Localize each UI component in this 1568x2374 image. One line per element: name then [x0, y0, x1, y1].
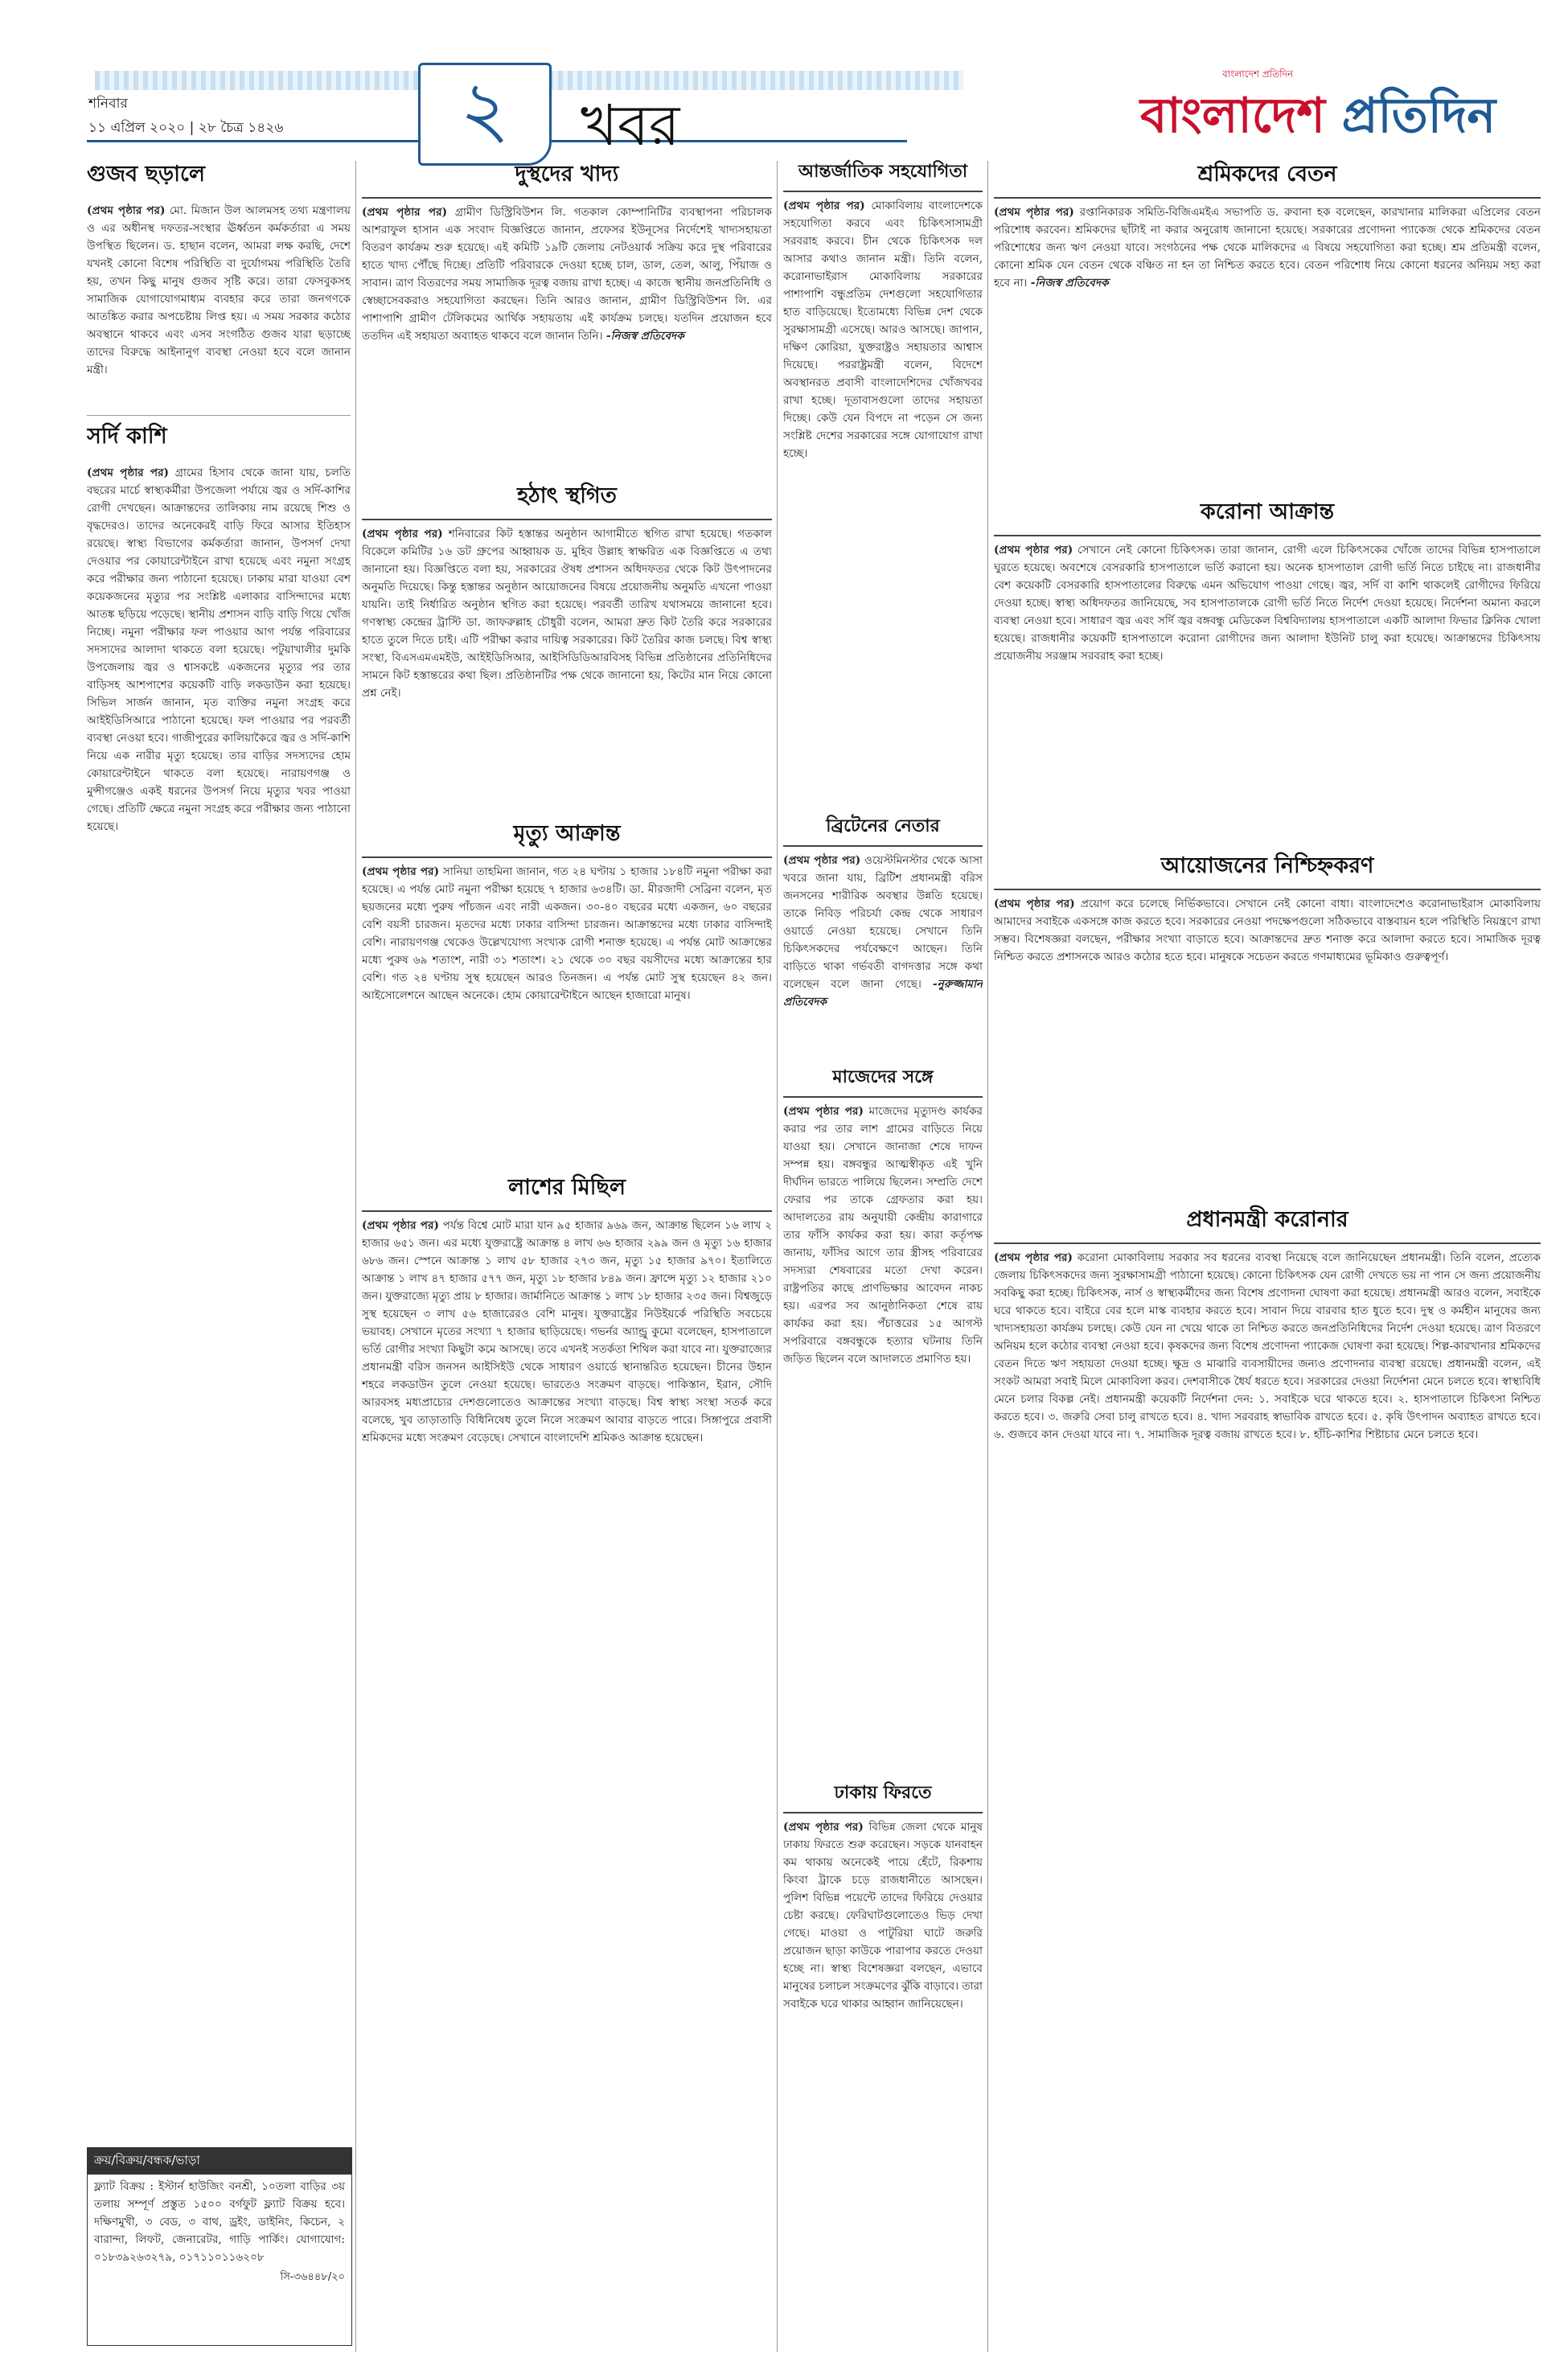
brand-tagline: বাংলাদেশ প্রতিদিন	[1222, 68, 1294, 80]
brand-name-part-1: বাংলাদেশ	[1140, 88, 1325, 144]
story-headline: গুজব ছড়ালে	[87, 162, 205, 187]
story-headline: ঢাকায় ফিরতে	[783, 1779, 983, 1813]
story-headline: মাজেদের সঙ্গে	[783, 1063, 983, 1098]
story-gujob	[87, 158, 351, 413]
story-byline: -নিজস্ব প্রতিবেদক	[1030, 277, 1109, 290]
story-shordi	[87, 420, 351, 2141]
story-text: মো. মিজান উল আলমসহ তথ্য মন্ত্রণালয় ও এর অধীনস্থ দফতর-সংস্থার ঊর্ধ্বতন কর্মকর্তারা এ সময় উপস্থিত ছিলেন। ড. হাছান বলেন, আমরা লক্ষ করছি, দেশে যখনই কোনো বিশেষ পরিস্থিতি বা দুর্যোগময় পরিস্থিতি তৈরি হয়, তখন কিছু মানুষ গুজব সৃষ্টি করে। তারা ফেসবুকসহ সামাজিক যোগাযোগমাধ্যম ব্যবহার করে তারা জনগণকে আতঙ্কিত করার অপচেষ্টায় লিপ্ত হয়। এ সময় সরকার কঠোর অবস্থানে থাকবে এবং এসব সংগঠিত গুজব যারা ছড়াচ্ছে তাদের বিরুদ্ধে আইনানুগ ব্যবস্থা নেওয়া হবে বলে জানান মন্ত্রী।	[87, 204, 351, 376]
story-lead: (প্রথম পৃষ্ঠার পর)	[362, 865, 440, 878]
column-divider	[777, 161, 778, 2352]
story-body	[783, 197, 983, 462]
story-lead: (প্রথম পৃষ্ঠার পর)	[362, 528, 443, 540]
story-body	[994, 895, 1541, 966]
story-headline: মৃত্যু আক্রান্ত	[362, 817, 772, 858]
story-text: মাজেদের মৃত্যুদণ্ড কার্যকর করার পর তার লাশ গ্রামের বাড়িতে নিয়ে যাওয়া হয়। সেখানে জানাজা শেষে দাফন সম্পন্ন হয়। বঙ্গবন্ধুর আত্মস্বীকৃত এই খুনি দীর্ঘদিন ভারতে পালিয়ে ছিলেন। সম্প্রতি দেশে ফেরার পর তাকে গ্রেফতার করা হয়। আদালতের রায় অনুযায়ী কেন্দ্রীয় কারাগারে তার ফাঁসি কার্যকর করা হয়। কারা কর্তৃপক্ষ জানায়, ফাঁসির আগে তার স্ত্রীসহ পরিবারের সদস্যরা শেষবারের মতো দেখা করেন। রাষ্ট্রপতির কাছে প্রাণভিক্ষার আবেদন নাকচ হয়। এরপর সব আনুষ্ঠানিকতা শেষে রায় কার্যকর করা হয়। পঁচাত্তরের ১৫ আগস্ট সপরিবারে বঙ্গবন্ধুকে হত্যার ঘটনায় তিনি জড়িত ছিলেন বলে আদালতে প্রমাণিত হয়।	[783, 1105, 983, 1366]
brand-name-part-2: প্রতিদিন	[1324, 88, 1496, 144]
story-body	[362, 203, 772, 345]
story-text: ওয়েস্টমিনস্টার থেকে আসা খবরে জানা যায়, ব্রিটিশ প্রধানমন্ত্রী বরিস জনসনের শারীরিক অবস্থার উন্নতি হয়েছে। তাকে নিবিড় পরিচর্যা কেন্দ্র থেকে সাধারণ ওয়ার্ডে নেওয়া হয়েছে। সেখানে তিনি চিকিৎসকদের পর্যবেক্ষণে আছেন। তিনি বাড়িতে থাকা গর্ভবতী বাগদত্তার সঙ্গে কথা বলেছেন বলে জানা গেছে।	[783, 854, 983, 991]
story-headline: করোনা আক্রান্ত	[994, 495, 1541, 536]
story-text: গ্রামীণ ডিস্ট্রিবিউশন লি. গতকাল কোম্পানিটির ব্যবস্থাপনা পরিচালক আশরাফুল হাসান এক সংবাদ বিজ্ঞপ্তিতে জানান, প্রফেসর ইউনূসের নির্দেশেই খাদ্যসহায়তা বিতরণ কার্যক্রম শুরু হয়েছে। এই কমিটি ১৯টি জেলায় নেটওয়ার্ক সক্রিয় করে দুস্থ পরিবারের হাতে খাদ্য পৌঁছে দিচ্ছে। প্রতিটি পরিবারকে দেওয়া হচ্ছে চাল, ডাল, তেল, আলু, পিঁয়াজ ও সাবান। ত্রাণ বিতরণের সময় সামাজিক দূরত্ব বজায় রাখা হচ্ছে। এ কাজে স্থানীয় জনপ্রতিনিধি ও স্বেচ্ছাসেবকরাও সহযোগিতা করছেন। তিনি আরও জানান, গ্রামীণ ডিস্ট্রিবিউশন লি. এর পাশাপাশি গ্রামীণ টেলিকমের আর্থিক সহায়তায় এই কার্যক্রম চলছে। যতদিন প্রয়োজন হবে ততদিন এই সহায়তা অব্যাহত থাকবে বলে জানান তিনি।	[362, 206, 772, 343]
story-headline: ব্রিটেনের নেতার	[783, 812, 983, 847]
story-separator	[87, 415, 351, 416]
story-lead: (প্রথম পৃষ্ঠার পর)	[994, 206, 1074, 219]
story-text: রপ্তানিকারক সমিতি-বিজিএমইএ সভাপতি ড. রুবানা হক বলেছেন, কারখানার মালিকরা এপ্রিলের বেতন পরিশোধ করবেন। শ্রমিকদের ছাঁটাই না করার অনুরোধ জানানো হয়েছে। সরকারের প্রণোদনা প্যাকেজ থেকে শ্রমিকদের বেতন পরিশোধের জন্য ঋণ নেওয়া যাবে। সংগঠনের পক্ষ থেকে মালিকদের এ বিষয়ে সহযোগিতা করা হচ্ছে। শ্রম প্রতিমন্ত্রী বলেন, কোনো শ্রমিক যেন বেতন থেকে বঞ্চিত না হন তা নিশ্চিত করতে হবে। বেতন পরিশোধ নিয়ে কোনো ধরনের অনিয়ম সহ্য করা হবে না।	[994, 206, 1541, 290]
story-briten	[783, 812, 983, 1054]
classified-code: সি-৩৬৪৪৮/২০	[280, 2271, 345, 2283]
story-byline: -নুরুজ্জামান প্রতিবেদক	[783, 978, 983, 1008]
story-lead: (প্রথম পৃষ্ঠার পর)	[783, 1821, 864, 1834]
story-body	[994, 1249, 1541, 1444]
classified-heading: ক্রয়/বিক্রয়/বন্ধক/ভাড়া	[88, 2148, 351, 2175]
story-body	[783, 1103, 983, 1368]
story-text: সেখানে নেই কোনো চিকিৎসক। তারা জানান, রোগী এলে চিকিৎসকের খোঁজে তাদের বিভিন্ন হাসপাতালে ঘুরতে হয়েছে। অবশেষে বেসরকারি হাসপাতালে ভর্তি করানো হয়। অনেক হাসপাতাল রোগী ভর্তি নিতে চাইছে না। রাজধানীর বেশ কয়েকটি বেসরকারি হাসপাতালের বিরুদ্ধে এমন অভিযোগ পাওয়া গেছে। জ্বর, সর্দি বা কাশি থাকলেই রোগীদের ফিরিয়ে দেওয়া হচ্ছে। স্বাস্থ্য অধিদফতর জানিয়েছে, সব হাসপাতালকে রোগী ভর্তি নিতে নির্দেশ দেওয়া হয়েছে। নির্দেশনা অমান্য করলে ব্যবস্থা নেওয়া হবে। সাধারণ জ্বর এবং সর্দি জ্বর বঙ্গবন্ধু মেডিকেল বিশ্ববিদ্যালয় হাসপাতালে একটি আলাদা ফিভার ক্লিনিক খোলা হয়েছে। রাজধানীর কয়েকটি হাসপাতালে করোনা রোগীদের জন্য আলাদা ইউনিট চালু করা হয়েছে। আক্রান্তদের চিকিৎসায় প্রয়োজনীয় সরঞ্জাম সরবরাহ করা হচ্ছে।	[994, 544, 1541, 663]
story-text: শনিবারের কিট হস্তান্তর অনুষ্ঠান আগামীতে স্থগিত রাখা হয়েছে। গতকাল বিকেলে কমিটির ১৬ ডট গ্রুপের আহ্বায়ক ড. মুহিব উল্লাহ স্বাক্ষরিত এক বিজ্ঞপ্তিতে এ তথ্য জানানো হয়। বিজ্ঞপ্তিতে বলা হয়, সরকারের ঔষধ প্রশাসন অধিদফতর থেকে কিট উৎপাদনের অনুমতি দিয়েছে। কিন্তু হস্তান্তর অনুষ্ঠান আয়োজনের বিষয়ে প্রয়োজনীয় অনুমতি এখনো পাওয়া যায়নি। তাই নির্ধারিত অনুষ্ঠান স্থগিত করা হয়েছে। পরবর্তী তারিখ যথাসময়ে জানানো হবে। গণস্বাস্থ্য কেন্দ্রের ট্রাস্টি ডা. জাফরুল্লাহ চৌধুরী বলেন, আমরা দ্রুত কিট তৈরি করে সরকারের হাতে তুলে দিতে চাই। এটি পরীক্ষা করার দায়িত্ব সরকারের। কিট তৈরির কাজ চলছে। বিশ্ব স্বাস্থ্য সংস্থা, বিএসএমএমইউ, আইইডিসিআর, আইসিডিডিআরবিসহ বিভিন্ন প্রতিষ্ঠানের প্রতিনিধিদের সামনে কিট হস্তান্তরের কথা ছিল। প্রতিষ্ঠানটির পক্ষ থেকে জানানো হয়, কিটের মান নিয়ে কোনো প্রশ্ন নেই।	[362, 528, 772, 700]
story-lead: (প্রথম পৃষ্ঠার পর)	[87, 204, 166, 217]
story-headline: সর্দি কাশি	[87, 424, 167, 449]
story-text: করোনা মোকাবিলায় সরকার সব ধরনের ব্যবস্থা নিয়েছে বলে জানিয়েছেন প্রধানমন্ত্রী। তিনি বলেন, প্রত্যেক জেলায় চিকিৎসকদের জন্য সুরক্ষাসামগ্রী পাঠানো হয়েছে। কোনো চিকিৎসক যেন রোগী দেখতে ভয় না পান সে জন্য প্রয়োজনীয় সবকিছু করা হচ্ছে। চিকিৎসক, নার্স ও স্বাস্থ্যকর্মীদের জন্য বিশেষ প্রণোদনা ঘোষণা করা হয়েছে। প্রধানমন্ত্রী আরও বলেন, সবাইকে ঘরে থাকতে হবে। বাইরে বের হলে মাস্ক ব্যবহার করতে হবে। সাবান দিয়ে বারবার হাত ধুতে হবে। দুস্থ ও কর্মহীন মানুষের জন্য খাদ্যসহায়তা কার্যক্রম চলছে। কেউ যেন না খেয়ে থাকে তা নিশ্চিত করতে জনপ্রতিনিধিদের নির্দেশ দেওয়া হয়েছে। ত্রাণ বিতরণে অনিয়ম হলে কঠোর ব্যবস্থা নেওয়া হবে। কৃষকদের জন্য বিশেষ প্রণোদনা প্যাকেজ ঘোষণা করা হয়েছে। শিল্প-কারখানার শ্রমিকদের বেতন দিতে ঋণ সহায়তা দেওয়া হচ্ছে। ক্ষুদ্র ও মাঝারি ব্যবসায়ীদের জন্যও প্রণোদনার ব্যবস্থা রয়েছে। প্রধানমন্ত্রী বলেন, এই সংকট আমরা সবাই মিলে মোকাবিলা করব। দেশবাসীকে ধৈর্য ধরতে হবে। সরকারের দেওয়া নির্দেশনা মেনে চলতে হবে। স্বাস্থ্যবিধি মেনে চলার বিকল্প নেই। প্রধানমন্ত্রী কয়েকটি নির্দেশনা দেন: ১. সবাইকে ঘরে থাকতে হবে। ২. হাসপাতালে চিকিৎসা নিশ্চিত করতে হবে। ৩. জরুরি সেবা চালু রাখতে হবে। ৪. খাদ্য সরবরাহ স্বাভাবিক রাখতে হবে। ৫. কৃষি উৎপাদন অব্যাহত রাখতে হবে। ৬. গুজবে কান দেওয়া যাবে না। ৭. সামাজিক দূরত্ব বজায় রাখতে হবে। ৮. হাঁচি-কাশির শিষ্টাচার মেনে চলতে হবে।	[994, 1251, 1541, 1441]
story-text: প্রয়োগ করে চলেছে নির্ভিকভাবে। সেখানে নেই কোনো বাধা। বাংলাদেশেও করোনাভাইরাস মোকাবিলায় আমাদের সবাইকে একসঙ্গে কাজ করতে হবে। সরকারের নেওয়া পদক্ষেপগুলো সঠিকভাবে বাস্তবায়ন হলে পরিস্থিতি নিয়ন্ত্রণে রাখা সম্ভব। বিশেষজ্ঞরা বলছেন, পরীক্ষার সংখ্যা বাড়াতে হবে। আক্রান্তদের দ্রুত শনাক্ত করে আলাদা করতে হবে। সামাজিক দূরত্ব নিশ্চিত করতে প্রশাসনকে আরও কঠোর হতে হবে। মানুষকে সচেতন করতে গণমাধ্যমের ভূমিকাও গুরুত্বপূর্ণ।	[994, 897, 1541, 963]
story-body	[362, 1217, 772, 1447]
story-korona	[994, 495, 1541, 843]
story-prodhan	[994, 1203, 1541, 2345]
section-title: খবর	[581, 92, 680, 158]
story-body	[783, 1818, 983, 2013]
classified-ad	[87, 2147, 352, 2346]
story-majeder	[783, 1063, 983, 1771]
story-antorjatik	[783, 158, 983, 801]
story-text: বিভিন্ন জেলা থেকে মানুষ ঢাকায় ফিরতে শুরু করেছেন। সড়কে যানবাহন কম থাকায় অনেকেই পায়ে হেঁটে, রিকশায় কিংবা ট্রাকে চড়ে রাজধানীতে আসছেন। পুলিশ বিভিন্ন পয়েন্টে তাদের ফিরিয়ে দেওয়ার চেষ্টা করছে। ফেরিঘাটগুলোতেও ভিড় দেখা গেছে। মাওয়া ও পাটুরিয়া ঘাটে জরুরি প্রয়োজন ছাড়া কাউকে পারাপার করতে দেওয়া হচ্ছে না। স্বাস্থ্য বিশেষজ্ঞরা বলছেন, এভাবে মানুষের চলাচল সংক্রমণের ঝুঁকি বাড়াবে। তারা সবাইকে ঘরে থাকার আহ্বান জানিয়েছেন।	[783, 1821, 983, 2011]
story-headline: হঠাৎ স্থগিত	[362, 479, 772, 520]
story-headline: লাশের মিছিল	[362, 1171, 772, 1212]
story-lead: (প্রথম পৃষ্ঠার পর)	[783, 199, 865, 212]
story-lead: (প্রথম পৃষ্ঠার পর)	[362, 206, 447, 219]
story-dukhi	[362, 158, 772, 471]
story-lead: (প্রথম পৃষ্ঠার পর)	[783, 1105, 864, 1118]
story-body	[994, 541, 1541, 665]
story-headline: আন্তর্জাতিক সহযোগিতা	[783, 158, 983, 192]
story-headline: প্রধানমন্ত্রী করোনার	[994, 1203, 1541, 1244]
story-body	[994, 203, 1541, 292]
story-text: মোকাবিলায় বাংলাদেশকে সহযোগিতা করবে এবং চিকিৎসাসামগ্রী সরবরাহ করবে। চীন থেকে চিকিৎসক দল আসার কথাও জানান মন্ত্রী। তিনি বলেন, করোনাভাইরাস মোকাবিলায় সরকারের পাশাপাশি বন্ধুপ্রতিম দেশগুলো সহযোগিতার হাত বাড়িয়েছে। ইতোমধ্যে বিভিন্ন দেশ থেকে সুরক্ষাসামগ্রী এসেছে। আরও আসছে। জাপান, দক্ষিণ কোরিয়া, যুক্তরাষ্ট্রও সহায়তার আশ্বাস দিয়েছে। পররাষ্ট্রমন্ত্রী বলেন, বিদেশে অবস্থানরত প্রবাসী বাংলাদেশিদের খোঁজখবর রাখা হচ্ছে। দূতাবাসগুলো তাদের সহায়তা দিচ্ছে। কেউ যেন বিপদে না পড়েন সে জন্য সংশ্লিষ্ট দেশের সরকারের সঙ্গে যোগাযোগ রাখা হচ্ছে।	[783, 199, 983, 460]
story-dhaka	[783, 1779, 983, 2342]
story-body	[362, 863, 772, 1004]
story-lead: (প্রথম পৃষ্ঠার পর)	[783, 854, 861, 867]
story-text: পর্যন্ত বিশ্বে মোট মারা যান ৯৫ হাজার ৯৬৯ জন, আক্রান্ত ছিলেন ১৬ লাখ ২ হাজার ৬৫১ জন। এর মধ্যে যুক্তরাষ্ট্রে আক্রান্ত ৪ লাখ ৬৬ হাজার ২৯৯ জন ও মৃত্যু ১৬ হাজার ৬৮৬ জন। স্পেনে আক্রান্ত ১ লাখ ৫৮ হাজার ২৭৩ জন, মৃত্যু ১৫ হাজার ৯৭০। ইতালিতে আক্রান্ত ১ লাখ ৪৭ হাজার ৫৭৭ জন, মৃত্যু ১৮ হাজার ৮৪৯ জন। ফ্রান্সে মৃত্যু ১২ হাজার ২১০ জন। যুক্তরাজ্যে মৃত্যু প্রায় ৮ হাজার। জার্মানিতে আক্রান্ত ১ লাখ ১৮ হাজার ২৩৫ জন। বিশ্বজুড়ে সুস্থ হয়েছেন ৩ লাখ ৫৬ হাজারেরও বেশি মানুষ। যুক্তরাষ্ট্রের নিউইয়র্কে পরিস্থিতি সবচেয়ে ভয়াবহ। সেখানে মৃতের সংখ্যা ৭ হাজার ছাড়িয়েছে। গভর্নর অ্যান্ড্রু কুমো বলেছেন, হাসপাতালে ভর্তি রোগীর সংখ্যা কিছুটা কমে আসছে। তবে এখনই সতর্কতা শিথিল করা যাবে না। যুক্তরাজ্যের প্রধানমন্ত্রী বরিস জনসন আইসিইউ থেকে সাধারণ ওয়ার্ডে স্থানান্তরিত হয়েছেন। চীনের উহান শহরে লকডাউন তুলে নেওয়া হয়েছে। ভারতেও সংক্রমণ বাড়ছে। পাকিস্তান, ইরান, সৌদি আরবসহ মধ্যপ্রাচ্যের দেশগুলোতেও আক্রান্তের সংখ্যা বাড়ছে। বিশ্ব স্বাস্থ্য সংস্থা সতর্ক করে বলেছে, খুব তাড়াতাড়ি বিধিনিষেধ তুলে নিলে সংক্রমণ আবার বাড়তে পারে। সিঙ্গাপুরে প্রবাসী শ্রমিকদের মধ্যে সংক্রমণ বেড়েছে। সেখানে বাংলাদেশি শ্রমিকও আক্রান্ত হয়েছেন।	[362, 1219, 772, 1444]
story-shromik	[994, 158, 1541, 487]
story-text: সানিয়া তাহমিনা জানান, গত ২৪ ঘণ্টায় ১ হাজার ১৮৪টি নমুনা পরীক্ষা করা হয়েছে। এ পর্যন্ত মোট নমুনা পরীক্ষা হয়েছে ৭ হাজার ৬৩৪টি। ডা. মীরজাদী সেব্রিনা বলেন, মৃত ছয়জনের মধ্যে পুরুষ পাঁচজন এবং নারী একজন। ৩০-৪০ বছরের মধ্যে একজন, ৬০ বছরের বেশি বয়সী চারজন। মৃতদের মধ্যে ঢাকার বাসিন্দা চারজন। আক্রান্তদের মধ্যে ঢাকার বাসিন্দাই বেশি। নারায়ণগঞ্জ থেকেও উল্লেখযোগ্য সংখ্যক রোগী শনাক্ত হয়েছে। এ পর্যন্ত মোট আক্রান্তের মধ্যে পুরুষ ৬৯ শতাংশ, নারী ৩১ শতাংশ। ২১ থেকে ৩০ বছর বয়সীদের মধ্যে আক্রান্তের হার বেশি। গত ২৪ ঘণ্টায় সুস্থ হয়েছেন আরও তিনজন। এ পর্যন্ত মোট সুস্থ হয়েছেন ৪২ জন। আইসোলেশনে আছেন অনেকে। হোম কোয়ারেন্টাইনে আছেন হাজারো মানুষ।	[362, 865, 772, 1002]
story-mrittu	[362, 817, 772, 1163]
story-body	[362, 525, 772, 702]
issue-date: ১১ এপ্রিল ২০২০ | ২৮ চৈত্র ১৪২৬	[88, 120, 284, 136]
story-headline: দুস্থদের খাদ্য	[362, 158, 772, 199]
story-body	[87, 202, 351, 379]
story-lead: (প্রথম পৃষ্ঠার পর)	[87, 466, 169, 479]
issue-day: শনিবার	[88, 96, 128, 112]
story-arojon	[994, 849, 1541, 1195]
story-body	[783, 852, 983, 1011]
story-lasher	[362, 1171, 772, 2345]
story-hothat	[362, 479, 772, 809]
story-lead: (প্রথম পৃষ্ঠার পর)	[994, 544, 1073, 557]
page-number: ২	[418, 63, 552, 166]
story-text: গ্রামের হিসাব থেকে জানা যায়, চলতি বছরের মার্চে স্বাস্থ্যকর্মীরা উপজেলা পর্যায়ে জ্বর ও সর্দি-কাশির রোগী দেখছেন। আক্রান্তদের তালিকায় নাম রয়েছে শিশু ও বৃদ্ধদেরও। তাদের অনেকেরই বাড়ি ফিরে আসার ইতিহাস রয়েছে। স্বাস্থ্য বিভাগের কর্মকর্তারা জানান, উপসর্গ দেখা দেওয়ার পর কোয়ারেন্টাইনে রাখা হয়েছে এবং নমুনা সংগ্রহ করে পরীক্ষার জন্য পাঠানো হয়েছে। ঢাকায় মারা যাওয়া বেশ কয়েকজনের মৃত্যুর পর সংশ্লিষ্ট এলাকার বাসিন্দাদের মধ্যে আতঙ্ক ছড়িয়ে পড়েছে। স্থানীয় প্রশাসন বাড়ি বাড়ি গিয়ে খোঁজ নিচ্ছে। নমুনা পরীক্ষার ফল পাওয়ার আগ পর্যন্ত পরিবারের সদস্যদের আলাদা থাকতে বলা হয়েছে। পটুয়াখালীর দুমকি উপজেলায় জ্বর ও শ্বাসকষ্টে একজনের মৃত্যুর পর তার বাড়িসহ আশপাশের কয়েকটি বাড়ি লকডাউন করা হয়েছে। সিভিল সার্জন জানান, মৃত ব্যক্তির নমুনা সংগ্রহ করে আইইডিসিআরে পাঠানো হয়েছে। ফল পাওয়ার পর পরবর্তী ব্যবস্থা নেওয়া হবে। গাজীপুরের কালিয়াকৈরে জ্বর ও সর্দি-কাশি নিয়ে এক নারীর মৃত্যু হয়েছে। তার বাড়ির সদস্যদের হোম কোয়ারেন্টাইনে থাকতে বলা হয়েছে। নারায়ণগঞ্জ ও মুন্সীগঞ্জেও একই ধরনের উপসর্গ নিয়ে মৃত্যুর খবর পাওয়া গেছে। প্রতিটি ক্ষেত্রে নমুনা সংগ্রহ করে পরীক্ষার জন্য পাঠানো হয়েছে।	[87, 466, 351, 833]
classified-body: ফ্ল্যাট বিক্রয় : ইস্টার্ন হাউজিং বনশ্রী, ১০তলা বাড়ির ৩য় তলায় সম্পূর্ণ প্রস্তুত ১৫০০ বর্গফুট ফ্ল্যাট বিক্রয় হবে। দক্ষিণমুখী, ৩ বেড, ৩ বাথ, ড্রইং, ডাইনিং, কিচেন, ২ বারান্দা, লিফট, জেনারেটর, গাড়ি পার্কিং। যোগাযোগ: ০১৮৩৯২৬৩২৭৯, ০১৭১১০১১৬২০৮	[94, 2180, 345, 2264]
story-lead: (প্রথম পৃষ্ঠার পর)	[362, 1219, 439, 1232]
story-lead: (প্রথম পৃষ্ঠার পর)	[994, 1251, 1073, 1264]
story-headline: আয়োজনের নিশ্চিহ্নকরণ	[994, 849, 1541, 890]
column-divider	[355, 161, 356, 2352]
story-headline: শ্রমিকদের বেতন	[994, 158, 1541, 199]
brand-logo	[1140, 79, 1496, 159]
story-lead: (প্রথম পৃষ্ঠার পর)	[994, 897, 1075, 910]
story-byline: -নিজস্ব প্রতিবেদক	[605, 330, 684, 343]
column-divider	[987, 161, 988, 2352]
story-body	[87, 464, 351, 836]
masthead	[0, 0, 1568, 169]
